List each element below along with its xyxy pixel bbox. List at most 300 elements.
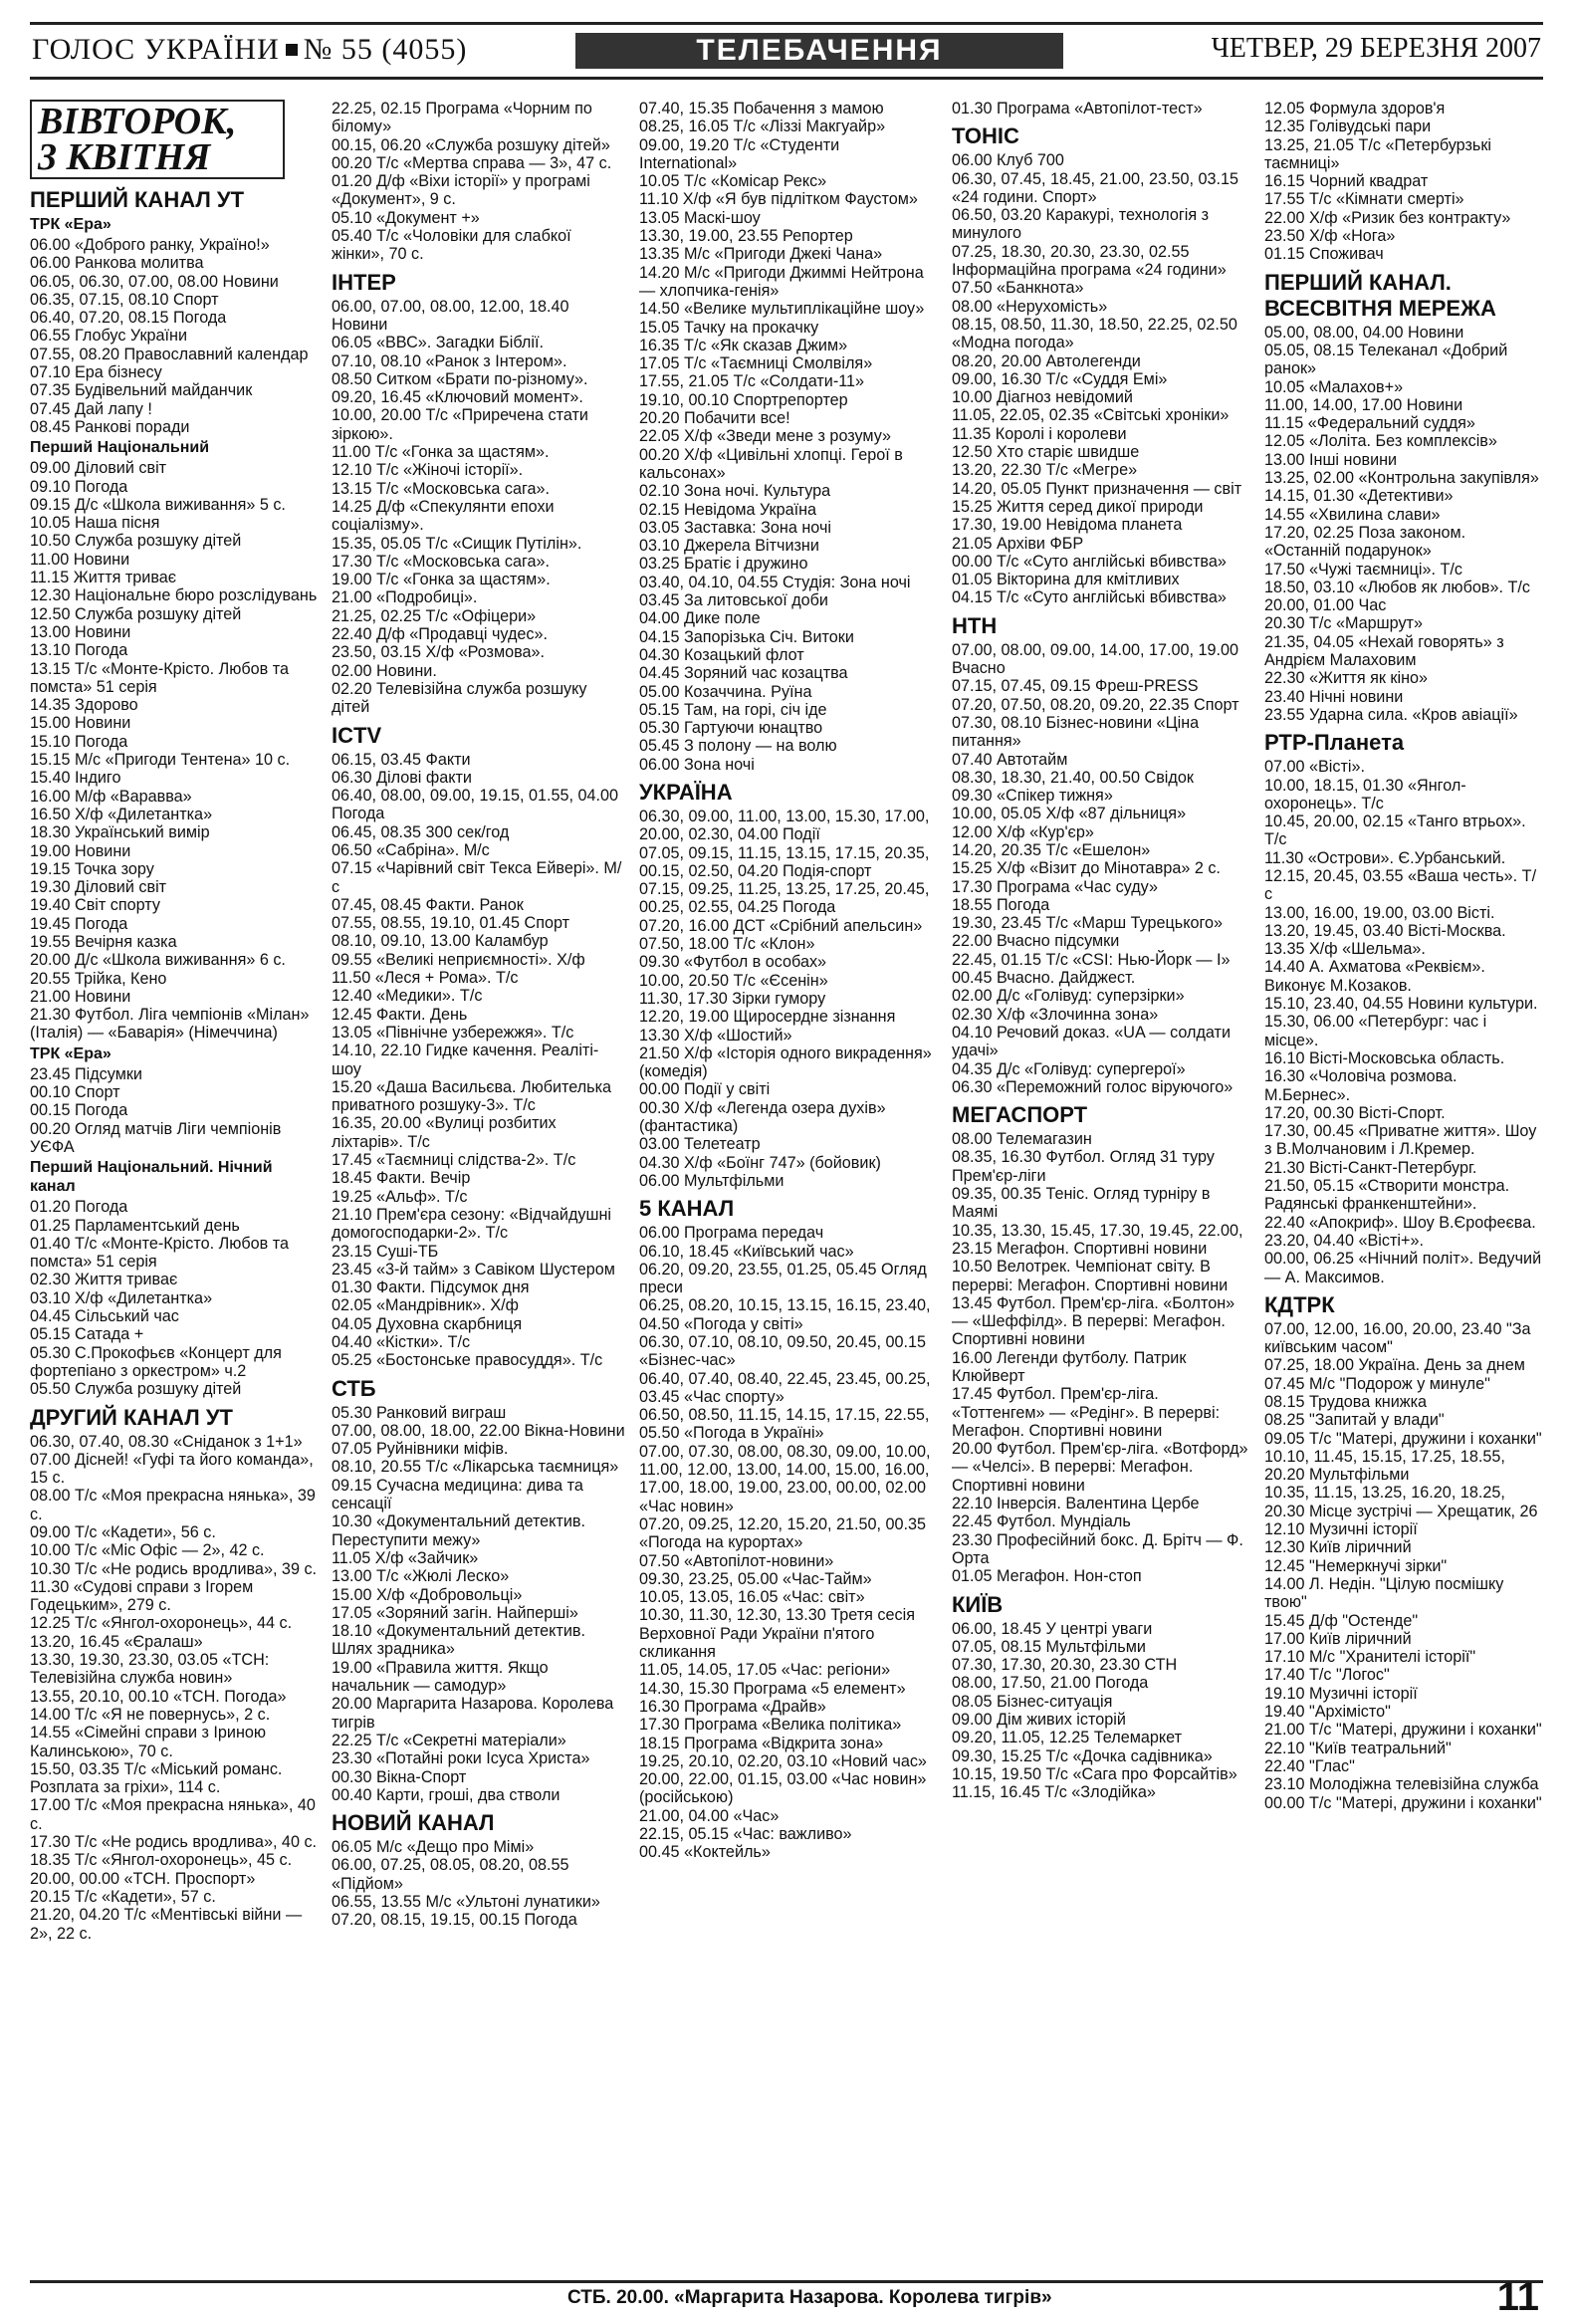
- program-item: 23.30 Професійний бокс. Д. Брітч — Ф. Орта: [952, 1530, 1243, 1567]
- program-item: 07.30, 08.10 Бізнес-новини «Ціна питання»: [952, 713, 1200, 751]
- program-item: 00.45 «Коктейль»: [639, 1843, 771, 1862]
- program-item: 10.05 Наша пісня: [30, 514, 160, 533]
- program-item: 20.20 Побачити все!: [639, 409, 790, 428]
- program-item: 18.15 Програма «Відкрита зона»: [639, 1734, 884, 1752]
- program-item: 00.20 Огляд матчів Ліги чемпіонів УЄФА: [30, 1119, 282, 1156]
- program-item: 14.55 «Хвилина слави»: [1264, 505, 1441, 524]
- program-item: 01.30 Факти. Підсумок дня: [332, 1278, 530, 1297]
- program-item: 01.40 Т/с «Монте-Крісто. Любов та помста» 51 серія: [30, 1234, 289, 1272]
- program-item: 21.00 «Подробиці».: [332, 588, 478, 607]
- program-item: 13.25, 21.05 Т/с «Петербурзькі таємниці»: [1264, 135, 1492, 172]
- program-item: 15.25 Х/ф «Візит до Мінотавра» 2 с.: [952, 859, 1221, 878]
- paper-name: ГОЛОС УКРАЇНИ: [32, 33, 280, 66]
- program-item: 11.05, 14.05, 17.05 «Час: регіони»: [639, 1661, 891, 1680]
- program-item: 08.25, 16.05 Т/с «Ліззі Макгуайр»: [639, 117, 886, 136]
- program-item: 00.20 Т/с «Мертва справа — 3», 47 с.: [332, 153, 612, 172]
- program-item: 22.40 Д/ф «Продавці чудес».: [332, 625, 549, 644]
- program-item: 07.50 «Банкнота»: [952, 279, 1084, 298]
- program-item: 21.50, 05.15 «Створити монстра. Радянські франкенштейни».: [1264, 1177, 1510, 1214]
- program-item: 13.30, 19.00, 23.55 Репортер: [639, 227, 853, 246]
- program-item: 16.00 Легенди футболу. Патрик Клюйверт: [952, 1348, 1187, 1385]
- program-item: 14.25 Д/ф «Спекулянти епохи соціалізму».: [332, 497, 555, 535]
- program-item: 20.00, 00.00 «ТСН. Проспорт»: [30, 1869, 256, 1888]
- program-item: 19.10, 00.10 Спортрепортер: [639, 390, 848, 409]
- square-bullet-icon: [286, 44, 298, 56]
- program-item: 07.05 Руйнівники міфів.: [332, 1440, 509, 1459]
- program-item: 10.00 Діагноз невідомий: [952, 388, 1133, 407]
- program-item: 09.00, 16.30 Т/с «Суддя Емі»: [952, 369, 1168, 388]
- program-item: 07.05, 09.15, 11.15, 13.15, 17.15, 20.35, 00.15, 02.50, 04.20 Подія-спорт: [639, 843, 930, 880]
- program-item: 17.00 Київ ліричний: [1264, 1629, 1412, 1648]
- day-heading-line-2: 3 КВІТНЯ: [38, 136, 211, 178]
- program-item: 00.00, 06.25 «Нічний політ». Ведучий — А. Максимов.: [1264, 1250, 1542, 1286]
- program-item: 10.05 Т/с «Комісар Рекс»: [639, 172, 827, 191]
- program-item: 23.40 Нічні новини: [1264, 687, 1404, 706]
- masthead-left: [32, 33, 467, 67]
- program-item: 22.40 «Апокриф». Шоу В.Єрофеєва.: [1264, 1213, 1536, 1232]
- program-item: 11.30, 17.30 Зірки гумору: [639, 989, 826, 1008]
- program-item: 07.15 «Чарівний світ Текса Ейвері». М/с: [332, 859, 622, 896]
- program-item: 14.00 Л. Недін. "Цілую посмішку твою": [1264, 1574, 1504, 1612]
- channel-heading: ДРУГИЙ КАНАЛ УТ: [30, 1404, 233, 1430]
- program-item: 13.55, 20.10, 00.10 «ТСН. Погода»: [30, 1687, 287, 1706]
- program-item: 22.15, 05.15 «Час: важливо»: [639, 1825, 852, 1844]
- program-item: 14.20 М/с «Пригоди Джиммі Нейтрона — хлопчика-генія»: [639, 263, 924, 300]
- program-item: 15.50, 03.35 Т/с «Міський романс. Розплата за гріхи», 114 с.: [30, 1759, 283, 1797]
- program-item: 16.15 Чорний квадрат: [1264, 172, 1429, 191]
- program-item: 16.35 Т/с «Як сказав Джим»: [639, 336, 848, 354]
- program-item: 20.30 Т/с «Маршрут»: [1264, 614, 1423, 633]
- program-item: 14.10, 22.10 Гидке качення. Реаліті-шоу: [332, 1042, 599, 1078]
- program-item: 17.05 «Зоряний загін. Найперші»: [332, 1603, 578, 1622]
- column-4: [952, 100, 1250, 2250]
- program-item: 01.30 Програма «Автопілот-тест»: [952, 100, 1203, 117]
- program-item: 23.30 «Потайні роки Ісуса Христа»: [332, 1749, 590, 1768]
- program-item: 09.00, 19.20 Т/с «Студенти International»: [639, 135, 840, 172]
- program-item: 00.20 Х/ф «Цивільні хлопці. Герої в кальсонах»: [639, 445, 903, 482]
- program-item: 08.15, 08.50, 11.30, 18.50, 22.25, 02.50 «Модна погода»: [952, 315, 1237, 352]
- program-item: 12.50 Хто старіє швидше: [952, 443, 1140, 462]
- page-number: 11: [1496, 2275, 1539, 2319]
- program-item: 05.00 Козаччина. Руїна: [639, 682, 812, 701]
- program-item: 17.30 Т/с «Не родись вродлива», 40 с.: [30, 1833, 318, 1852]
- program-item: 07.55, 08.20 Православний календар: [30, 345, 309, 363]
- program-item: 15.20 «Даша Васильєва. Любителька приватного розшуку-3». Т/с: [332, 1077, 612, 1115]
- program-item: 06.40, 07.40, 08.40, 22.45, 23.45, 00.25, 03.45 «Час спорту»: [639, 1369, 931, 1406]
- program-item: 07.00, 08.00, 18.00, 22.00 Вікна-Новини: [332, 1421, 625, 1440]
- program-item: 08.00 Телемагазин: [952, 1130, 1092, 1149]
- program-item: 14.55 «Сімейні справи з Іриною Калинською», 70 с.: [30, 1724, 267, 1760]
- program-item: 06.00, 18.45 У центрі уваги: [952, 1619, 1153, 1638]
- program-item: 19.25 «Альф». Т/с: [332, 1187, 468, 1206]
- program-item: 17.00 Т/с «Моя прекрасна нянька», 40 с.: [30, 1796, 316, 1833]
- program-item: 20.00 Маргарита Назарова. Королева тигрів: [332, 1695, 614, 1732]
- program-item: 07.00 Дісней! «Гуфі та його команда», 15 с.: [30, 1450, 314, 1488]
- program-item: 19.40 Світ спорту: [30, 896, 161, 915]
- program-item: 23.50, 03.15 Х/ф «Розмова».: [332, 643, 546, 662]
- program-item: 13.15 Т/с «Московська сага».: [332, 479, 551, 498]
- program-item: 18.10 «Документальний детектив. Шлях зрадника»: [332, 1622, 586, 1659]
- program-item: 06.30, 09.00, 11.00, 13.00, 15.30, 17.00, 20.00, 02.30, 04.00 Події: [639, 807, 930, 844]
- program-item: 06.25, 08.20, 10.15, 13.15, 16.15, 23.40, 04.50 «Погода у світі»: [639, 1296, 931, 1333]
- program-item: 10.45, 20.00, 02.15 «Танго втрьох». Т/с: [1264, 813, 1526, 849]
- program-item: 06.00 Ранкова молитва: [30, 254, 204, 273]
- program-item: 18.35 Т/с «Янгол-охоронець», 45 с.: [30, 1851, 293, 1870]
- program-item: 21.35, 04.05 «Нехай говорять» з Андрієм Малаховим: [1264, 632, 1504, 670]
- column-1: [30, 100, 319, 2250]
- issue-date: ЧЕТВЕР, 29 БЕРЕЗНЯ 2007: [1211, 33, 1541, 64]
- program-item: 22.25 Т/с «Секретні матеріали»: [332, 1731, 566, 1749]
- program-item: 07.20, 09.25, 12.20, 15.20, 21.50, 00.35 «Погода на курортах»: [639, 1514, 927, 1552]
- program-item: 02.30 Х/ф «Злочинна зона»: [952, 1005, 1159, 1024]
- program-item: 17.05 Т/с «Таємниці Смолвіля»: [639, 354, 873, 373]
- program-item: 06.50, 03.20 Каракурі, технологія з минулого: [952, 206, 1210, 243]
- program-item: 16.50 Х/ф «Дилетантка»: [30, 805, 213, 823]
- program-item: 09.15 Д/с «Школа виживання» 5 с.: [30, 495, 286, 514]
- program-item: 14.40 А. Ахматова «Реквієм». Виконує М.Козаков.: [1264, 958, 1485, 995]
- program-item: 21.10 Прем'єра сезону: «Відчайдушні домогосподарки-2». Т/с: [332, 1205, 612, 1243]
- program-item: 13.20, 16.45 «Єралаш»: [30, 1632, 203, 1651]
- program-item: 02.00 Новини.: [332, 661, 437, 680]
- program-item: 07.10, 08.10 «Ранок з Інтером».: [332, 351, 567, 370]
- program-item: 04.00 Дике поле: [639, 609, 761, 628]
- program-item: 09.20, 16.45 «Ключовий момент».: [332, 388, 583, 407]
- program-item: 06.00 Клуб 700: [952, 151, 1064, 170]
- program-item: 07.25, 18.00 Україна. День за днем: [1264, 1356, 1525, 1375]
- program-item: 09.00 Дім живих історій: [952, 1711, 1126, 1730]
- program-item: 06.05 М/с «Дещо про Мімі»: [332, 1838, 535, 1857]
- program-item: 08.50 Ситком «Брати по-різному».: [332, 369, 588, 388]
- program-item: 15.00 Х/ф «Добровольці»: [332, 1585, 523, 1604]
- program-item: 06.30, 07.40, 08.30 «Сніданок з 1+1»: [30, 1432, 303, 1451]
- program-item: 12.30 Національне бюро розслідувань: [30, 586, 318, 605]
- program-item: 11.05, 22.05, 02.35 «Світські хроніки»: [952, 406, 1230, 425]
- program-item: 13.35 М/с «Пригоди Джекі Чана»: [639, 245, 883, 264]
- program-item: 07.25, 18.30, 20.30, 23.30, 02.55 Інформаційна програма «24 години»: [952, 242, 1227, 280]
- program-item: 09.35, 00.35 Теніс. Огляд турніру в Маямі: [952, 1185, 1211, 1222]
- program-item: 11.05 Х/ф «Зайчик»: [332, 1548, 479, 1567]
- program-item: 13.10 Погода: [30, 641, 128, 660]
- program-item: 23.15 Суші-ТБ: [332, 1242, 439, 1261]
- program-item: 22.10 "Київ театральний": [1264, 1739, 1452, 1757]
- program-item: 00.00 Т/с "Матері, дружини і коханки": [1264, 1793, 1542, 1812]
- program-item: 18.55 Погода: [952, 895, 1050, 914]
- program-item: 23.55 Ударна сила. «Кров авіації»: [1264, 705, 1518, 724]
- program-item: 13.00 Т/с «Жюлі Леско»: [332, 1567, 510, 1586]
- program-item: 23.10 Молодіжна телевізійна служба: [1264, 1775, 1539, 1794]
- program-item: 06.00 «Доброго ранку, Україно!»: [30, 236, 270, 254]
- program-item: 13.05 «Північне узбережжя». Т/с: [332, 1023, 574, 1042]
- program-item: 09.55 «Великі неприємності». Х/ф: [332, 950, 585, 969]
- program-item: 14.00 Т/с «Я не повернусь», 2 с.: [30, 1705, 271, 1724]
- program-item: 10.50 Велотрек. Чемпіонат світу. В перерві: Мегафон. Спортивні новини: [952, 1258, 1229, 1294]
- channel-subheading: Перший Національний: [30, 439, 210, 457]
- program-item: 09.20, 11.05, 12.25 Телемаркет: [952, 1729, 1182, 1747]
- program-item: 21.00 Т/с "Матері, дружини і коханки": [1264, 1721, 1542, 1740]
- program-item: 07.45 Дай лапу !: [30, 399, 152, 418]
- program-item: 06.00, 07.00, 08.00, 12.00, 18.40 Новини: [332, 297, 569, 334]
- program-item: 10.35, 13.30, 15.45, 17.30, 19.45, 22.00, 23.15 Мегафон. Спортивні новини: [952, 1221, 1243, 1258]
- program-item: 19.25, 20.10, 02.20, 03.10 «Новий час»: [639, 1751, 927, 1770]
- program-item: 10.00, 05.05 Х/ф «87 дільниця»: [952, 805, 1187, 823]
- program-item: 13.45 Футбол. Прем'єр-ліга. «Болтон» — «Шеффілд». В перерві: Мегафон. Спортивні новини: [952, 1293, 1235, 1349]
- program-item: 13.00 Інші новини: [1264, 450, 1398, 469]
- channel-heading: УКРАЇНА: [639, 779, 733, 805]
- program-item: 21.25, 02.25 Т/с «Офіцери»: [332, 606, 537, 625]
- program-item: 15.40 Індиго: [30, 769, 121, 788]
- program-item: 22.10 Інверсія. Валентина Цербе: [952, 1495, 1200, 1513]
- program-item: 15.15 М/с «Пригоди Тентена» 10 с.: [30, 751, 291, 770]
- program-item: 06.55 Глобус України: [30, 327, 188, 346]
- program-item: 10.00, 20.50 Т/с «Єсенін»: [639, 971, 828, 990]
- program-item: 05.45 З полону — на волю: [639, 737, 837, 756]
- channel-heading: НОВИЙ КАНАЛ: [332, 1810, 495, 1836]
- program-item: 13.30 Х/ф «Шостий»: [639, 1026, 792, 1045]
- program-item: 11.00, 14.00, 17.00 Новини: [1264, 395, 1463, 414]
- program-item: 04.30 Козацький флот: [639, 645, 804, 664]
- program-item: 01.20 Д/ф «Віхи історії» у програмі «Документ», 9 с.: [332, 172, 590, 209]
- program-item: 22.00 Вчасно підсумки: [952, 932, 1120, 951]
- program-item: 08.35, 16.30 Футбол. Огляд 31 туру Прем'єр-ліги: [952, 1148, 1215, 1185]
- channel-heading: ІНТЕР: [332, 269, 396, 295]
- program-item: 02.30 Життя триває: [30, 1271, 178, 1289]
- program-item: 16.10 Вісті-Московська область.: [1264, 1048, 1505, 1067]
- program-item: 09.15 Сучасна медицина: дива та сенсації: [332, 1476, 583, 1513]
- column-2: [332, 100, 626, 2250]
- program-item: 08.00 Т/с «Моя прекрасна нянька», 39 с.: [30, 1487, 316, 1523]
- program-item: 22.05 Х/ф «Зведи мене з розуму»: [639, 427, 892, 446]
- program-item: 04.45 Зоряний час козацтва: [639, 664, 848, 683]
- program-item: 21.30 Вісті-Санкт-Петербург.: [1264, 1158, 1477, 1177]
- program-item: 11.15 «Федеральний суддя»: [1264, 414, 1475, 433]
- program-item: 20.55 Трійка, Кено: [30, 969, 167, 988]
- footer-promo: СТБ. 20.00. «Маргарита Назарова. Королева тигрів»: [567, 2287, 1052, 2308]
- program-item: 09.30 «Спікер тижня»: [952, 787, 1113, 806]
- program-item: 07.20, 16.00 ДСТ «Срібний апельсин»: [639, 916, 923, 935]
- program-item: 01.25 Парламентський день: [30, 1216, 240, 1235]
- program-item: 17.55 Т/с «Кімнати смерті»: [1264, 190, 1464, 209]
- program-item: 18.45 Факти. Вечір: [332, 1169, 471, 1188]
- program-item: 19.30, 23.45 Т/с «Марш Турецького»: [952, 914, 1224, 933]
- program-item: 08.00, 17.50, 21.00 Погода: [952, 1674, 1149, 1693]
- program-item: 15.30, 06.00 «Петербург: час і місце».: [1264, 1013, 1487, 1049]
- program-item: 17.50 «Чужі таємниці». Т/с: [1264, 560, 1462, 579]
- program-item: 05.40 Т/с «Чоловіки для слабкої жінки», 70 с.: [332, 227, 571, 264]
- program-item: 14.30, 15.30 Програма «5 елемент»: [639, 1679, 906, 1698]
- channel-heading: ТОНІС: [952, 123, 1019, 149]
- channel-heading: 5 КАНАЛ: [639, 1196, 735, 1222]
- program-item: 15.25 Життя серед дикої природи: [952, 497, 1204, 516]
- section-title: ТЕЛЕБАЧЕННЯ: [575, 33, 1063, 69]
- program-item: 23.45 «3-й тайм» з Савіком Шустером: [332, 1260, 615, 1278]
- program-item: 13.35 Х/ф «Шельма».: [1264, 940, 1426, 959]
- program-item: 00.45 Вчасно. Дайджест.: [952, 969, 1136, 988]
- program-item: 12.20, 19.00 Щиросердне зізнання: [639, 1008, 896, 1027]
- program-item: 21.20, 04.20 Т/с «Ментівські війни — 2», 22 с.: [30, 1906, 303, 1943]
- program-item: 10.00, 18.15, 01.30 «Янгол-охоронець». Т/с: [1264, 776, 1466, 813]
- program-item: 10.00 Т/с «Міс Офіс — 2», 42 с.: [30, 1541, 265, 1560]
- program-item: 02.15 Невідома Україна: [639, 500, 817, 519]
- program-item: 21.05 Архіви ФБР: [952, 534, 1084, 553]
- program-item: 07.50, 18.00 Т/с «Клон»: [639, 935, 815, 954]
- program-item: 11.00 Т/с «Гонка за щастям».: [332, 443, 550, 462]
- program-item: 07.15, 09.25, 11.25, 13.25, 17.25, 20.45, 00.25, 02.55, 04.25 Погода: [639, 880, 930, 917]
- program-item: 01.20 Погода: [30, 1198, 128, 1217]
- program-item: 05.05, 08.15 Телеканал «Добрий ранок»: [1264, 341, 1508, 378]
- program-item: 10.15, 19.50 Т/с «Сага про Форсайтів»: [952, 1764, 1237, 1783]
- program-item: 12.10 Т/с «Жіночі історії».: [332, 461, 524, 480]
- program-item: 00.15 Погода: [30, 1101, 128, 1120]
- program-item: 00.00 Події у світі: [639, 1080, 771, 1099]
- program-item: 11.30 «Судові справи з Ігорем Годецьким», 279 с.: [30, 1577, 254, 1615]
- program-item: 22.45, 01.15 Т/с «CSI: Нью-Йорк — I»: [952, 950, 1231, 969]
- program-item: 17.10 М/с "Хранителі історії": [1264, 1648, 1476, 1667]
- program-item: 04.05 Духовна скарбниця: [332, 1314, 523, 1333]
- program-item: 09.30, 23.25, 05.00 «Час-Тайм»: [639, 1569, 872, 1588]
- program-item: 05.30 Ранковий виграш: [332, 1403, 507, 1422]
- program-item: 06.40, 08.00, 09.00, 19.15, 01.55, 04.00 Погода: [332, 787, 619, 823]
- program-item: 03.00 Телетеатр: [639, 1135, 761, 1154]
- program-item: 10.30 «Документальний детектив. Переступити межу»: [332, 1512, 586, 1549]
- program-item: 11.35 Королі і королеви: [952, 424, 1127, 443]
- program-item: 04.45 Сільський час: [30, 1307, 179, 1326]
- program-item: 07.00, 08.00, 09.00, 14.00, 17.00, 19.00 Вчасно: [952, 640, 1239, 678]
- program-item: 19.10 Музичні історії: [1264, 1684, 1418, 1703]
- program-item: 11.15 Життя триває: [30, 569, 177, 587]
- program-item: 07.20, 07.50, 08.20, 09.20, 22.35 Спорт: [952, 695, 1239, 714]
- program-item: 12.35 Голівудські пари: [1264, 117, 1432, 136]
- program-item: 15.10 Погода: [30, 732, 128, 751]
- program-item: 18.30 Український вимір: [30, 823, 210, 842]
- program-item: 15.05 Тачку на прокачку: [639, 318, 819, 337]
- program-item: 06.15, 03.45 Факти: [332, 750, 471, 769]
- program-item: 22.30 «Життя як кіно»: [1264, 669, 1429, 688]
- program-item: 00.00 Т/с «Суто англійські вбивства»: [952, 552, 1227, 571]
- program-item: 15.35, 05.05 Т/с «Сищик Путілін».: [332, 534, 582, 553]
- program-item: 14.20, 20.35 Т/с «Ешелон»: [952, 840, 1151, 859]
- program-item: 07.40, 15.35 Побачення з мамою: [639, 100, 884, 117]
- program-item: 14.15, 01.30 «Детективи»: [1264, 487, 1454, 506]
- program-item: 17.30 Т/с «Московська сага».: [332, 552, 551, 571]
- program-item: 08.45 Ранкові поради: [30, 417, 190, 436]
- program-item: 16.35, 20.00 «Вулиці розбитих ліхтарів». Т/с: [332, 1114, 557, 1151]
- program-item: 03.10 Джерела Вітчизни: [639, 537, 819, 556]
- program-item: 10.30, 11.30, 12.30, 13.30 Третя сесія Верховної Ради України п'ятого скликання: [639, 1606, 915, 1662]
- program-item: 08.05 Бізнес-ситуація: [952, 1692, 1113, 1711]
- program-item: 04.15 Т/с «Суто англійські вбивства»: [952, 588, 1227, 607]
- program-item: 06.30 «Переможний голос віруючого»: [952, 1077, 1234, 1096]
- footer: [30, 2275, 1543, 2319]
- day-heading-line-1: ВІВТОРОК,: [38, 101, 237, 142]
- program-item: 17.20, 00.30 Вісті-Спорт.: [1264, 1103, 1446, 1122]
- program-item: 06.30, 07.45, 18.45, 21.00, 23.50, 03.15 «24 години. Спорт»: [952, 169, 1239, 206]
- program-item: 01.15 Споживач: [1264, 245, 1384, 264]
- program-item: 03.40, 04.10, 04.55 Студія: Зона ночі: [639, 573, 911, 591]
- program-item: 07.10 Ера бізнесу: [30, 363, 162, 382]
- program-item: 12.15, 20.45, 03.55 «Ваша честь». Т/с: [1264, 866, 1537, 904]
- channel-subheading: ТРК «Ера»: [30, 216, 112, 233]
- program-item: 07.00, 12.00, 16.00, 20.00, 23.40 "За київським часом": [1264, 1319, 1531, 1357]
- program-item: 06.00 Програма передач: [639, 1224, 824, 1243]
- program-item: 19.40 "Архімісто": [1264, 1703, 1391, 1722]
- program-item: 06.50, 08.50, 11.15, 14.15, 17.15, 22.55, 05.50 «Погода в Україні»: [639, 1406, 930, 1443]
- program-item: 11.00 Новини: [30, 550, 130, 569]
- program-item: 12.40 «Медики». Т/с: [332, 987, 483, 1006]
- program-item: 05.00, 08.00, 04.00 Новини: [1264, 323, 1464, 342]
- tv-schedule: [30, 100, 1543, 2250]
- program-item: 06.35, 07.15, 08.10 Спорт: [30, 290, 219, 309]
- program-item: 12.05 Формула здоров'я: [1264, 100, 1446, 117]
- program-item: 06.30 Ділові факти: [332, 768, 472, 787]
- issue-number: № 55 (4055): [303, 33, 468, 66]
- program-item: 08.00 «Нерухомість»: [952, 297, 1108, 316]
- program-item: 17.20, 02.25 Поза законом. «Останній подарунок»: [1264, 523, 1466, 561]
- program-item: 04.30 Х/ф «Боїнг 747» (бойовик): [639, 1153, 881, 1172]
- program-item: 07.00 «Вісті».: [1264, 758, 1366, 777]
- program-item: 08.10, 09.10, 13.00 Каламбур: [332, 932, 549, 951]
- program-item: 06.05, 06.30, 07.00, 08.00 Новини: [30, 272, 279, 291]
- program-item: 12.00 Х/ф «Кур'єр»: [952, 822, 1094, 841]
- program-item: 11.50 «Леся + Рома». Т/с: [332, 969, 519, 988]
- program-item: 05.25 «Бостонське правосуддя». Т/с: [332, 1351, 603, 1370]
- program-item: 19.15 Точка зору: [30, 859, 154, 878]
- program-item: 04.40 «Кістки». Т/с: [332, 1333, 471, 1351]
- program-item: 20.00 Футбол. Прем'єр-ліга. «Вотфорд» — «Челсі». В перерві: Мегафон. Спортивні новини: [952, 1440, 1248, 1495]
- program-item: 06.55, 13.55 М/с «Ультоні лунатики»: [332, 1893, 600, 1912]
- program-item: 12.50 Служба розшуку дітей: [30, 604, 242, 623]
- program-item: 19.30 Діловий світ: [30, 878, 167, 897]
- program-item: 17.30 Програма «Велика політика»: [639, 1716, 902, 1735]
- program-item: 10.00, 20.00 Т/с «Приречена стати зіркою».: [332, 406, 588, 443]
- program-item: 17.40 Т/с "Логос": [1264, 1666, 1390, 1685]
- program-item: 00.40 Карти, гроші, два стволи: [332, 1785, 561, 1804]
- program-item: 10.35, 11.15, 13.25, 16.20, 18.25, 20.30 Місце зустрічі — Хрещатик, 26: [1264, 1484, 1538, 1520]
- program-item: 00.15, 06.20 «Служба розшуку дітей»: [332, 135, 610, 154]
- program-item: 17.30, 00.45 «Приватне життя». Шоу з В.Молчановим і Л.Кремер.: [1264, 1122, 1537, 1159]
- program-item: 04.15 Запорізька Січ. Витоки: [639, 627, 854, 646]
- program-item: 13.05 Маскі-шоу: [639, 208, 761, 227]
- program-item: 07.55, 08.55, 19.10, 01.45 Спорт: [332, 914, 570, 933]
- program-item: 04.35 Д/с «Голівуд: супергерої»: [952, 1059, 1186, 1078]
- program-item: 17.45 Футбол. Прем'єр-ліга. «Тоттенгем» — «Редінг». В перерві: Мегафон. Спортивні новини: [952, 1385, 1221, 1440]
- program-item: 15.00 Новини: [30, 714, 131, 733]
- program-item: 08.15 Трудова книжка: [1264, 1393, 1428, 1411]
- program-item: 20.00, 22.00, 01.15, 03.00 «Час новин» (російською): [639, 1770, 927, 1807]
- program-item: 13.20, 19.45, 03.40 Вісті-Москва.: [1264, 921, 1506, 940]
- program-item: 10.05, 13.05, 16.05 «Час: світ»: [639, 1588, 865, 1607]
- program-item: 06.10, 18.45 «Київський час»: [639, 1242, 854, 1261]
- program-item: 09.30, 15.25 Т/с «Дочка садівника»: [952, 1746, 1213, 1765]
- channel-heading: СТБ: [332, 1375, 376, 1401]
- masthead: [30, 22, 1543, 80]
- program-item: 10.30 Т/с «Не родись вродлива», 39 с.: [30, 1559, 318, 1578]
- program-item: 05.50 Служба розшуку дітей: [30, 1380, 242, 1399]
- program-item: 12.05 «Лоліта. Без комплексів»: [1264, 432, 1497, 451]
- program-item: 12.10 Музичні історії: [1264, 1520, 1418, 1539]
- channel-heading: НТН: [952, 612, 998, 638]
- program-item: 06.20, 09.20, 23.55, 01.25, 05.45 Огляд преси: [639, 1260, 927, 1297]
- program-item: 16.30 Програма «Драйв»: [639, 1697, 826, 1716]
- program-item: 05.15 Там, на горі, січ іде: [639, 700, 827, 719]
- channel-heading: ПЕРШИЙ КАНАЛ УТ: [30, 187, 245, 212]
- program-item: 02.05 «Мандрівник». Х/ф: [332, 1296, 519, 1315]
- program-item: 20.00 Д/с «Школа виживання» 6 с.: [30, 951, 286, 970]
- channel-heading: КДТРК: [1264, 1291, 1335, 1317]
- program-item: 21.00 Новини: [30, 987, 131, 1006]
- program-item: 19.45 Погода: [30, 914, 128, 933]
- program-item: 08.30, 18.30, 21.40, 00.50 Свідок: [952, 768, 1194, 787]
- program-item: 19.55 Вечірня казка: [30, 932, 177, 951]
